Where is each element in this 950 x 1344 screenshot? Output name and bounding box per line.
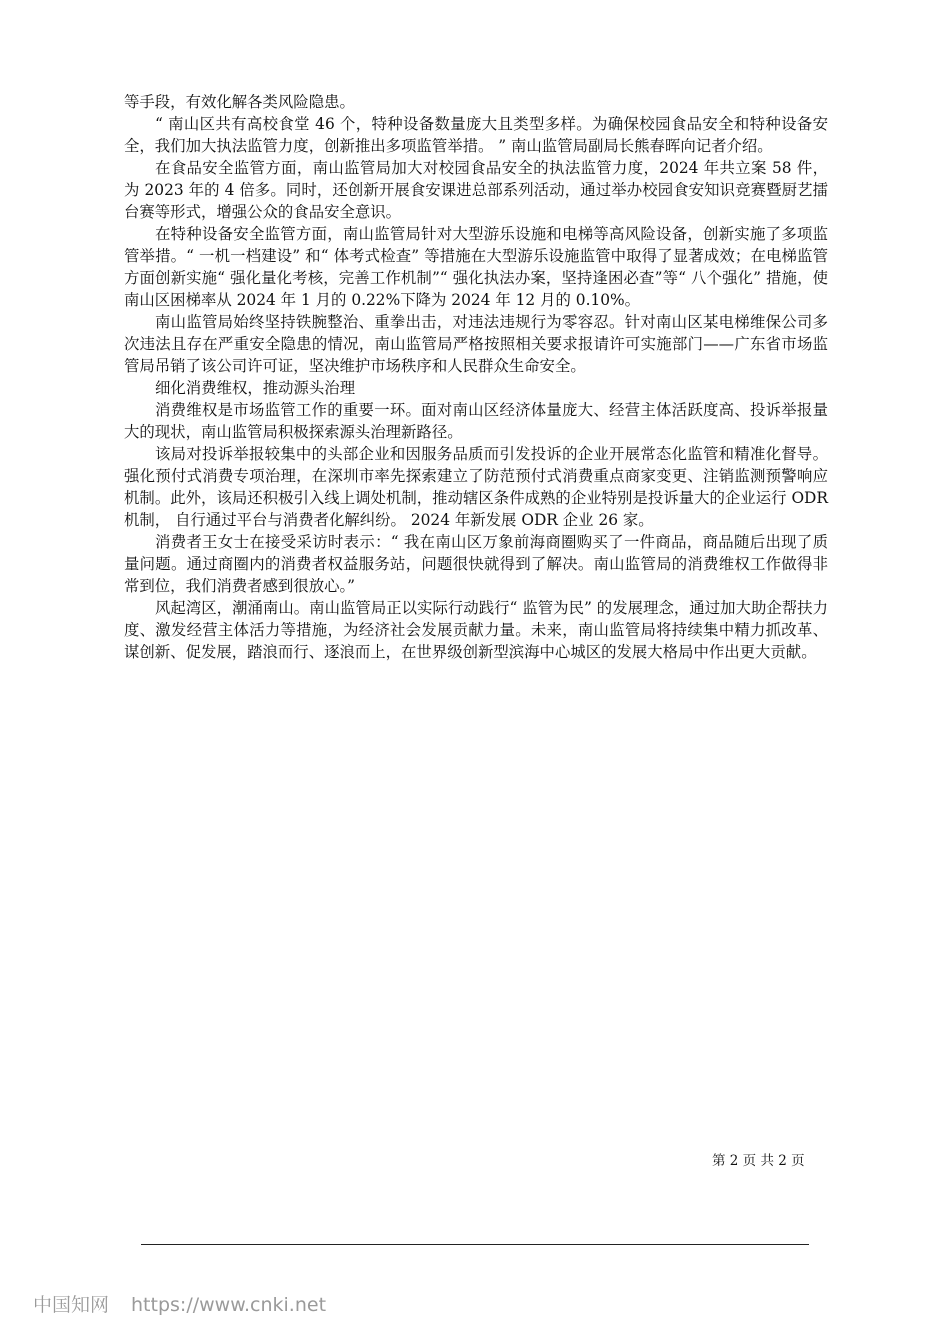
footer-divider [141, 1244, 809, 1245]
paragraph: 在食品安全监管方面，南山监管局加大对校园食品安全的执法监管力度，2024 年共立案 58 件，为 2023 年的 4 倍多。同时，还创新开展食安课进总部系列活动，通过举办校园食安知识竞赛暨厨艺擂台赛等形式，增强公众的食品安全意识。 [124, 159, 828, 221]
paragraph: 在特种设备安全监管方面，南山监管局针对大型游乐设施和电梯等高风险设备，创新实施了多项监管举措。“ 一机一档建设” 和“ 体考式检查” 等措施在大型游乐设施监管中取得了显著成效；在电梯监管方面创新实施“ 强化量化考核，完善工作机制”“ 强化执法办案，坚持逢困必查”等“ 八个强化” 措施，使南山区困梯率从 2024 年 1 月的 0.22%下降为 2024 年 12 月的 0.10%。 [124, 225, 828, 309]
section-heading: 细化消费维权，推动源头治理 [155, 379, 356, 397]
page-number: 第 2 页 共 2 页 [712, 1153, 805, 1169]
watermark-url: https://www.cnki.net [131, 1294, 327, 1316]
paragraph: 该局对投诉举报较集中的头部企业和因服务品质而引发投诉的企业开展常态化监管和精准化督导。强化预付式消费专项治理，在深圳市率先探索建立了防范预付式消费重点商家变更、注销监测预警响应机制。此外，该局还积极引入线上调处机制，推动辖区条件成熟的企业特别是投诉量大的企业运行 ODR 机制， 自行通过平台与消费者化解纠纷。 2024 年新发展 ODR 企业 26 家。 [124, 445, 828, 529]
watermark-logo-text: 中国知网 [33, 1294, 110, 1316]
article-body [124, 91, 828, 663]
paragraph: 南山监管局始终坚持铁腕整治、重拳出击，对违法违规行为零容忍。针对南山区某电梯维保公司多次违法且存在严重安全隐患的情况，南山监管局严格按照相关要求报请许可实施部门——广东省市场监管局吊销了该公司许可证，坚决维护市场秩序和人民群众生命安全。 [124, 313, 828, 375]
paragraph: 消费维权是市场监管工作的重要一环。面对南山区经济体量庞大、经营主体活跃度高、投诉举报量大的现状，南山监管局积极探索源头治理新路径。 [124, 401, 828, 441]
paragraph: 消费者王女士在接受采访时表示：“ 我在南山区万象前海商圈购买了一件商品，商品随后出现了质量问题。通过商圈内的消费者权益服务站，问题很快就得到了解决。南山监管局的消费维权工作做得非常到位，我们消费者感到很放心。” [124, 533, 828, 595]
paragraph: 风起湾区，潮涌南山。南山监管局正以实际行动践行“ 监管为民” 的发展理念，通过加大助企帮扶力度、激发经营主体活力等措施，为经济社会发展贡献力量。未来，南山监管局将持续集中精力抓改革、谋创新、促发展，踏浪而行、逐浪而上，在世界级创新型滨海中心城区的发展大格局中作出更大贡献。 [124, 599, 828, 661]
paragraph: “ 南山区共有高校食堂 46 个，特种设备数量庞大且类型多样。为确保校园食品安全和特种设备安全，我们加大执法监管力度，创新推出多项监管举措。 ” 南山监管局副局长熊春晖向记者介绍。 [124, 115, 828, 155]
paragraph: 等手段，有效化解各类风险隐患。 [124, 93, 355, 111]
cnki-watermark [33, 1293, 326, 1317]
